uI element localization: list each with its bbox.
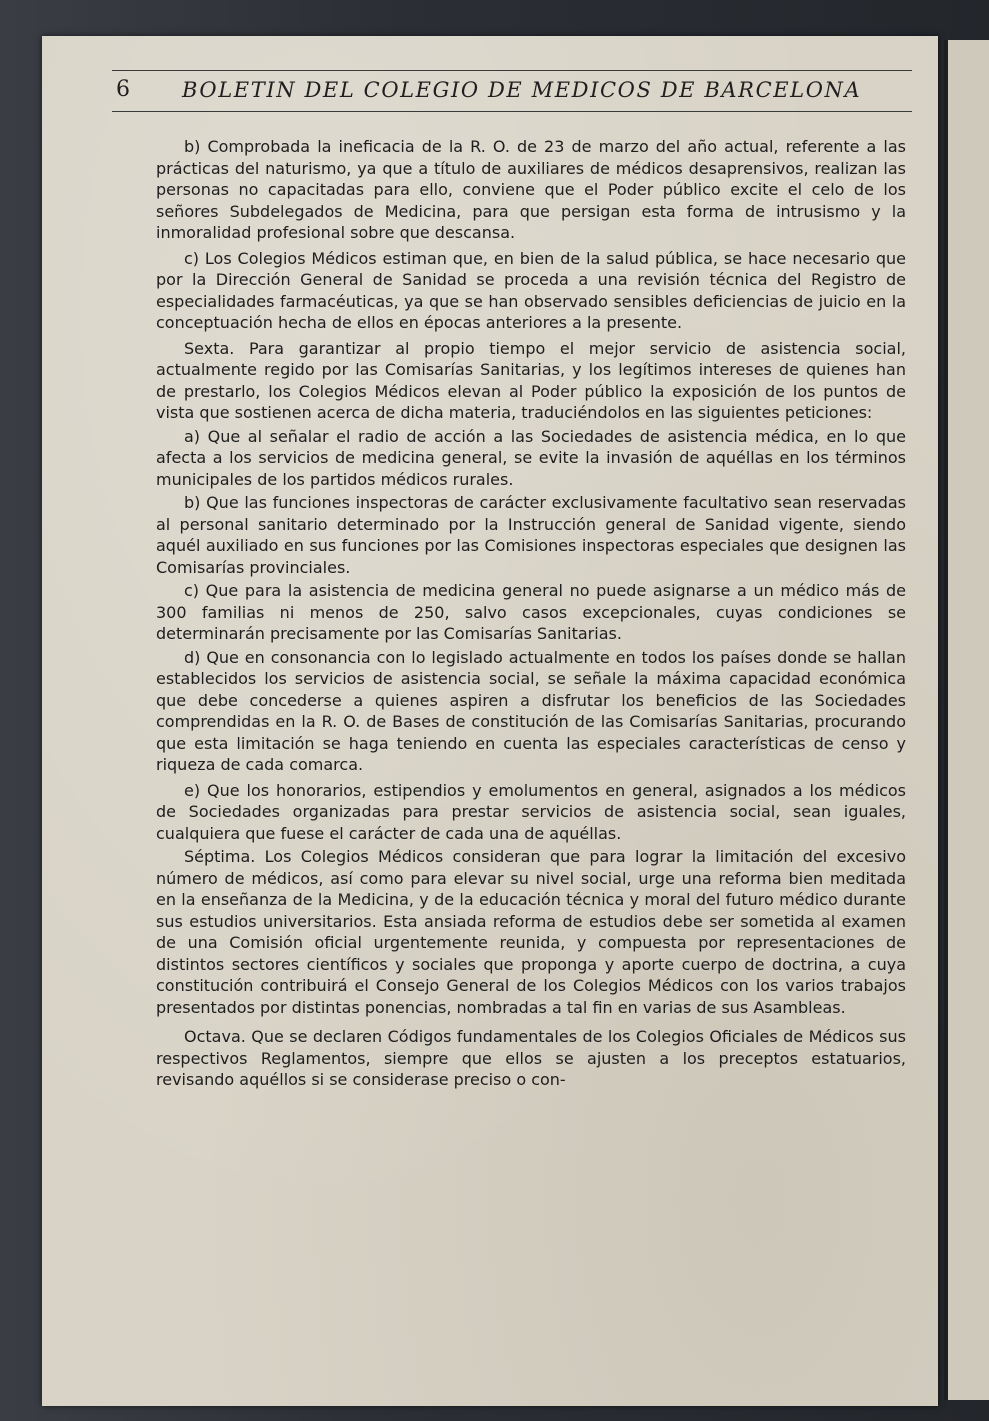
paragraph-b-naturismo: b) Comprobada la ineficacia de la R. O. de 23 de marzo del año actual, referente a las prácticas del naturismo, ya que a título de auxiliares de médicos desaprensivos, realizan las personas no capacitadas para ello, conviene que el Poder público excite el celo de los señores Subdelegados de Medicina, para que persigan esta forma de intrusismo y la inmoralidad profesional sobre que descansa. bbox=[156, 137, 906, 242]
adjacent-page-edge bbox=[944, 40, 989, 1400]
paragraph-sexta-e: e) Que los honorarios, estipendios y emolumentos en general, asignados a los médicos de Sociedades organizadas para prestar servicios de asistencia social, sean iguales, cualquiera que fuese el carácter de cada una de aquéllas. bbox=[156, 780, 906, 843]
running-head-title: BOLETIN DEL COLEGIO DE MEDICOS DE BARCELONA bbox=[182, 78, 862, 102]
paragraph-sexta: Sexta. Para garantizar al propio tiempo el mejor servicio de asistencia social, actualmente regido por las Comisarías Sanitarias, y los legítimos intereses de quienes han de prestarlo, los Colegios Médicos elevan al Poder público la exposición de los puntos de vista que sostienen acerca de dicha materia, traduciéndolos en las siguientes peticiones: bbox=[156, 338, 906, 422]
paragraph-sexta-a: a) Que al señalar el radio de acción a las Sociedades de asistencia médica, en lo que afecta a los servicios de medicina general, se evite la invasión de aquéllas en los términos municipales de los partidos médicos rurales. bbox=[156, 426, 906, 489]
paragraph-c-registro: c) Los Colegios Médicos estiman que, en bien de la salud pública, se hace necesario que por la Dirección General de Sanidad se proceda a una revisión técnica del Registro de especialidades farmacéuticas, ya que se han observado sensibles deficiencias de juicio en la conceptuación hecha de ellos en épocas anteriores a la presente. bbox=[156, 248, 906, 332]
page-number: 6 bbox=[116, 77, 130, 102]
page-header bbox=[112, 70, 912, 112]
paragraph-septima: Séptima. Los Colegios Médicos consideran que para lograr la limitación del excesivo número de médicos, así como para elevar su nivel social, urge una reforma bien meditada en la enseñanza de la Medicina, y de la educación técnica y moral del futuro médico durante sus estudios universitarios. Esta ansiada reforma de estudios debe ser sometida al examen de una Comisión oficial urgentemente reunida, y compuesta por representaciones de distintos sectores científicos y sociales que proponga y aporte cuerpo de doctrina, a cuya constitución contribuirá el Consejo General de los Colegios Médicos con los varios trabajos presentados por distintas ponencias, nombradas a tal fin en varias de sus Asambleas. bbox=[156, 847, 906, 1017]
paragraph-octava: Octava. Que se declaren Códigos fundamentales de los Colegios Oficiales de Médicos sus respectivos Reglamentos, siempre que ellos se ajusten a los preceptos estatuarios, revisando aquéllos si se considerase preciso o con- bbox=[156, 1027, 906, 1089]
paragraph-sexta-d: d) Que en consonancia con lo legislado actualmente en todos los países donde se hallan establecidos los servicios de asistencia social, se señale la máxima capacidad económica que debe concederse a quienes aspiren a disfrutar los beneficios de las Sociedades comprendidas en la R. O. de Bases de constitución de las Comisarías Sanitarias, procurando que esta limitación se haga teniendo en cuenta las especiales características de censo y riqueza de cada comarca. bbox=[156, 647, 906, 774]
paragraph-sexta-c: c) Que para la asistencia de medicina general no puede asignarse a un médico más de 300 familias ni menos de 250, salvo casos excepcionales, cuyas condiciones se determinarán precisamente por las Comisarías Sanitarias. bbox=[156, 581, 906, 643]
paragraph-sexta-b: b) Que las funciones inspectoras de carácter exclusivamente facultativo sean reservadas al personal sanitario determinado por la Instrucción general de Sanidad vigente, siendo aquél auxiliado en sus funciones por las Comisiones inspectoras especiales que designen las Comisarías provinciales. bbox=[156, 493, 906, 577]
document-body bbox=[156, 136, 906, 1095]
